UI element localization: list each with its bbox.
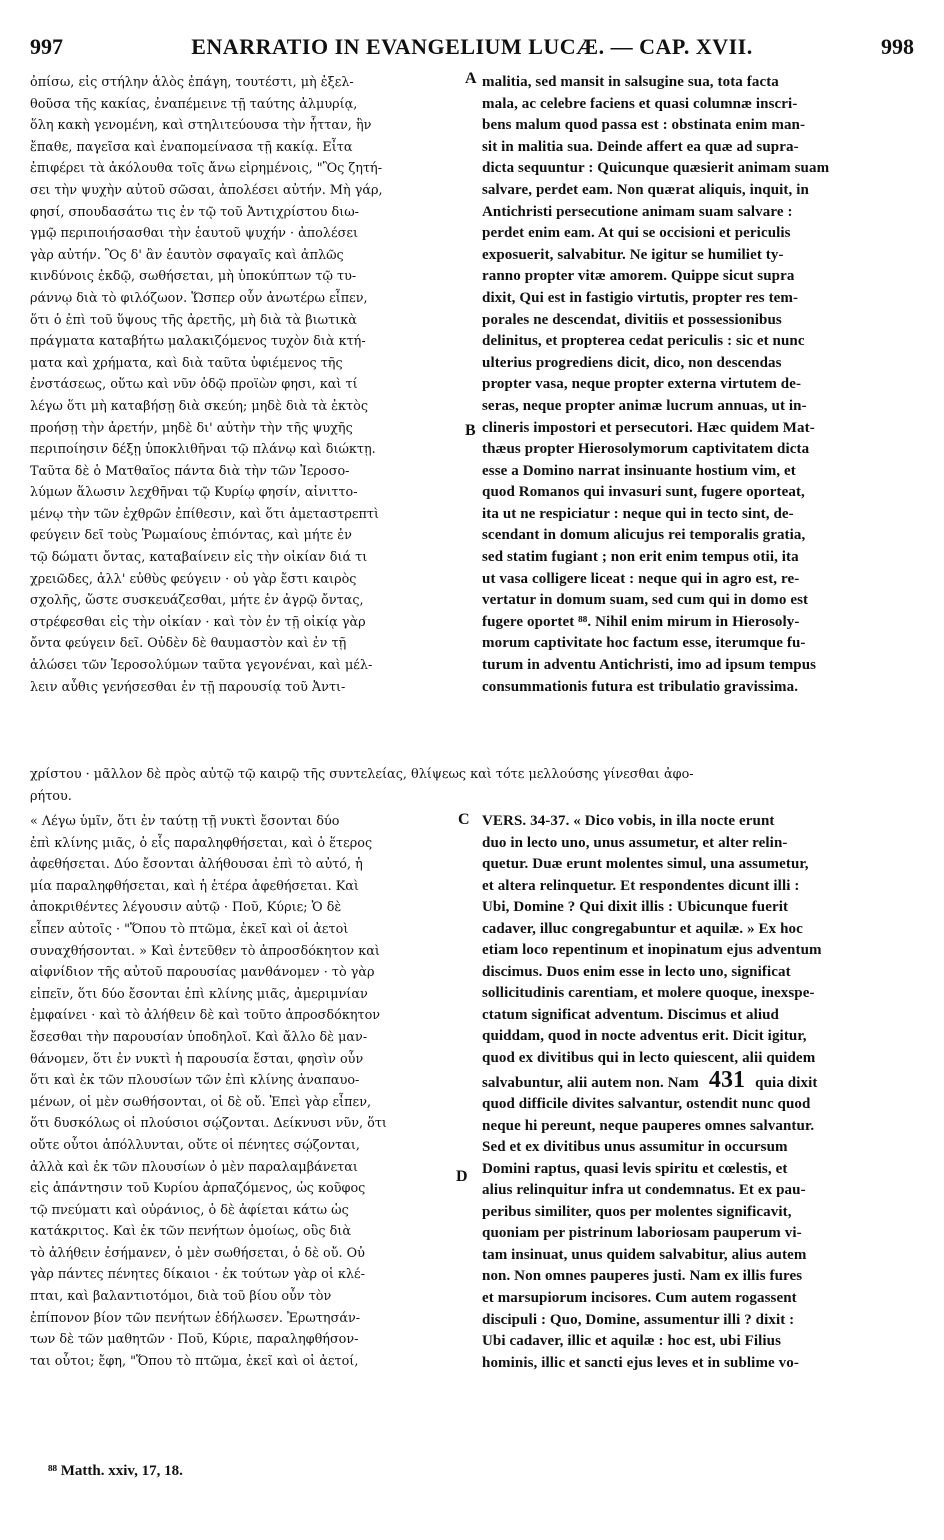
greek-text-line: ἁλώσει τῶν Ἱεροσολύμων ταῦτα γεγονέναι, καὶ μέλ-: [30, 658, 373, 674]
greek-text-line: των δὲ τῶν μαθητῶν · Ποῦ, Κύριε, παραληφθήσον-: [30, 1332, 359, 1348]
greek-text-line: χρίστου · μᾶλλον δὲ πρὸς αὐτῷ τῷ καιρῷ τῆς συντελείας, θλίψεως καὶ τότε μελλούσης γίνεσθαι ἀφο-: [30, 767, 694, 782]
greek-text-line: κατάκριτος. Καὶ ἐκ τῶν πενήτων ὁμοίως, οὓς διὰ: [30, 1224, 351, 1240]
greek-text-line: φεύγειν δεῖ τοὺς Ῥωμαίους ἐπιόντας, καὶ μήτε ἐν: [30, 528, 352, 544]
latin-text-line: [482, 1070, 912, 1095]
latin-text-line: dicta sequuntur : Quicunque quæsierit animam suam: [482, 160, 830, 177]
section-marker-b: B: [465, 422, 476, 439]
latin-text-line: discipuli : Quo, Domine, assumentur illi ? dixit :: [482, 1311, 795, 1328]
greek-text-line: πται, καὶ βαλαντιοτόμοι, διὰ τοῦ βίου οὖν τὸν: [30, 1289, 332, 1305]
latin-text-line: sit in malitia sua. Deinde affert ea quæ ad supra-: [482, 138, 799, 155]
latin-text-line: malitia, sed mansit in salsugine sua, tota facta: [482, 74, 779, 90]
latin-text-line: quoniam per pistrinum laboriosam pauperum vi-: [482, 1225, 802, 1242]
greek-text-line: ὅτι δυσκόλως οἱ πλούσιοι σῴζονται. Δείκνυσι νῦν, ὅτι: [30, 1116, 387, 1132]
greek-text-line: σει τὴν ψυχὴν αὐτοῦ σῶσαι, ἀπολέσει αὐτήν. Μὴ γάρ,: [30, 182, 383, 198]
section-marker-a: A: [465, 70, 477, 87]
greek-text-line: ὄντα φεύγειν δεῖ. Οὐδὲν δὲ θαυμαστὸν καὶ ἐν τῇ: [30, 636, 347, 652]
greek-text-line: οὔτε οὗτοι ἀπόλλυνται, οὔτε οἱ πένητες σῴζονται,: [30, 1137, 360, 1153]
greek-text-line: ἐμφαίνει · καὶ τὸ ἀλήθειν δὲ καὶ τοῦτο ἀπροσδόκητον: [30, 1008, 381, 1024]
greek-text-line: εἶπεν αὐτοῖς · "Ὅπου τὸ πτῶμα, ἐκεῖ καὶ οἱ ἀετοὶ: [30, 921, 349, 937]
latin-text-line: exposuerit, salvabitur. Ne igitur se humiliet ty-: [482, 246, 784, 263]
latin-text-line: fugere oportet ⁸⁸. Nihil enim mirum in Hierosoly-: [482, 613, 800, 630]
greek-text-line: γμῷ περιποιήσασθαι τὴν ἑαυτοῦ ψυχήν · ἀπολέσει: [30, 226, 359, 242]
greek-text-line: εἰπεῖν, ὅτι δύο ἔσονται ἐπὶ κλίνης μιᾶς, ἀμεριμνίαν: [30, 986, 368, 1002]
latin-text-line: quod Romanos qui invasuri sunt, fugere oporteat,: [482, 484, 805, 501]
page-number-left: 997: [30, 34, 63, 59]
running-title: ENARRATIO IN EVANGELIUM LUCÆ. — CAP. XVII.: [191, 34, 753, 59]
greek-text-line: μένῳ τὴν τῶν ἐχθρῶν ἐπίθεσιν, καὶ ὅτι ἀμεταστρεπτὶ: [30, 506, 379, 522]
latin-text-line: non. Non omnes pauperes justi. Nam ex illis fures: [482, 1268, 803, 1285]
greek-text-line: λειν αὖθις γενήσεσθαι ἐν τῇ παρουσίᾳ τοῦ Ἀντι-: [30, 679, 346, 695]
latin-text-line: perdet enim eam. At qui se occisioni et periculis: [482, 225, 791, 242]
section-marker-d: D: [456, 1168, 468, 1185]
greek-text-line: κινδύνοις ἐκδῷ, σωθήσεται, μὴ ὑποκύπτων τῷ τυ-: [30, 269, 357, 285]
greek-text-line: σχολῆς, ὥστε συσκευάζεσθαι, μήτε ἐν ἀγρῷ ὄντας,: [30, 593, 364, 609]
greek-column-bottom: [30, 811, 462, 1372]
latin-text-line: dixit, Qui est in fastigio virtutis, propter res tem-: [482, 289, 799, 306]
greek-text-line: ὀπίσω, εἰς στήλην ἁλὸς ἐπάγη, τουτέστι, μὴ ἐξελ-: [30, 75, 354, 90]
greek-text-line: ὅτι ὁ ἐπὶ τοῦ ὕψους τῆς ἀρετῆς, μὴ διὰ τὰ βιωτικὰ: [30, 312, 357, 328]
page-number-right: 998: [881, 34, 914, 59]
footnote: ⁸⁸ Matth. xxiv, 17, 18.: [48, 1463, 183, 1479]
greek-text-line: τὸ ἀλήθειν ἐσήμανεν, ὁ μὲν σωθήσεται, ὁ δὲ οὔ. Οὐ: [30, 1245, 365, 1261]
latin-text-line: Sed et ex divitibus unus assumitur in occursum: [482, 1139, 788, 1156]
latin-text-line: ranno propter vitæ amorem. Quippe sicut supra: [482, 268, 795, 285]
greek-text-line: γὰρ αὐτήν. Ὃς δ' ἂν ἑαυτὸν σφαγαῖς καὶ ἀπλῶς: [30, 247, 344, 263]
section-marker-c: C: [458, 811, 470, 828]
greek-text-line: ἐπὶ κλίνης μιᾶς, ὁ εἷς παραληφθήσεται, καὶ ὁ ἕτερος: [30, 835, 373, 851]
latin-text-line: etiam loco repentinum et inopinatum ejus adventum: [482, 942, 822, 959]
latin-text-line: thæus propter Hierosolymorum captivitatem dicta: [482, 441, 810, 458]
latin-text-line: Ubi cadaver, illic et aquilæ : hoc est, ubi Filius: [482, 1333, 782, 1350]
greek-text-line: πράγματα καταβήτω μαλακιζόμενος τυχὸν διὰ κτή-: [30, 334, 366, 350]
latin-text-line: neque hi pereunt, neque pauperes omnes salvantur.: [482, 1117, 815, 1134]
greek-text-line: ὅλη κακὴ γενομένη, καὶ στηλιτεύουσα τὴν ἧτταν, ἣν: [30, 118, 372, 134]
greek-text-line: θοῦσα τῆς κακίας, ἐναπέμεινε τῇ ταύτης ἀλμυρίᾳ,: [30, 96, 358, 112]
greek-text-line: ἐπίπονον βίον τῶν πενήτων ἐδήλωσεν. Ἐρωτησάν-: [30, 1310, 361, 1326]
greek-full-width-text: [30, 764, 914, 807]
latin-column-top: [482, 72, 912, 698]
latin-text-line: tam insinuat, unus quidem salvabitur, alius autem: [482, 1246, 807, 1263]
greek-text-line: θάνομεν, ὅτι ἐν νυκτὶ ἡ παρουσία ἔσται, φησὶν οὖν: [30, 1051, 364, 1067]
latin-text-line: VERS. 34-37. « Dico vobis, in illa nocte erunt: [482, 813, 775, 829]
greek-text-line: φησί, σπουδασάτω τις ἐν τῷ τοῦ Ἀντιχρίστου διω-: [30, 204, 359, 220]
latin-text-line: quod ex divitibus qui in lecto quiescent, alii quidem: [482, 1050, 816, 1067]
latin-text-segment: quia dixit: [755, 1074, 818, 1091]
latin-text-line: consummationis futura est tribulatio gravissima.: [482, 678, 799, 695]
greek-text-line: στρέφεσθαι εἰς τὴν οἰκίαν · καὶ τὸν ἐν τῇ οἰκίᾳ γὰρ: [30, 614, 366, 630]
greek-text-line: συναχθήσονται. » Καὶ ἐντεῦθεν τὸ ἀπροσδόκητον καὶ: [30, 943, 380, 959]
latin-text-line: sed statim fugiant ; non erit enim tempus otii, ita: [482, 549, 799, 566]
greek-text-line: ἀφεθήσεται. Δύο ἔσονται ἀλήθουσαι ἐπὶ τὸ αὐτό, ἡ: [30, 857, 363, 873]
greek-text-line: τῷ πνεύματι καὶ οὐράνιος, ὁ δὲ ἀφίεται κάτω ὡς: [30, 1202, 349, 1218]
latin-text-line: ulterius progrediens dicit, dico, non descendas: [482, 354, 782, 371]
latin-text-line: salvare, perdet eam. Non quærat aliquis, inquit, in: [482, 181, 809, 198]
latin-text-line: vertatur in domum suam, sed cum qui in domo est: [482, 592, 809, 609]
greek-text-line: ἔσεσθαι τὴν παρουσίαν ὑποδηλοῖ. Καὶ ἄλλο δὲ μαν-: [30, 1029, 368, 1045]
greek-text-line: ρήτου.: [30, 788, 72, 804]
latin-text-line: porales ne descendat, divitiis et possessionibus: [482, 311, 782, 328]
latin-text-line: scendant in domum alicujus rei temporalis gratia,: [482, 527, 806, 544]
greek-text-line: ἀποκριθέντες λέγουσιν αὐτῷ · Ποῦ, Κύριε; Ὁ δὲ: [30, 900, 342, 916]
latin-text-line: quiddam, quod in nocte adventus erit. Dicit igitur,: [482, 1028, 807, 1045]
latin-text-line: seras, neque propter animæ lucrum annuas, ut in-: [482, 397, 807, 414]
greek-text-line: ται οὗτοι; ἔφη, "Ὅπου τὸ πτῶμα, ἐκεῖ καὶ οἱ ἀετοί,: [30, 1353, 359, 1369]
latin-text-line: ita ut ne respiciatur : neque qui in tecto sint, de-: [482, 505, 794, 522]
greek-text-line: ἐπιφέρει τὰ ἀκόλουθα τοῖς ἄνω εἰρημένοις, "Ὃς ζητή-: [30, 161, 383, 177]
latin-text-line: Domini raptus, quasi levis spiritu et cœlestis, et: [482, 1160, 788, 1177]
latin-text-line: propter vasa, neque propter externa virtutem de-: [482, 376, 802, 393]
greek-text-line: ἔπαθε, παγεῖσα καὶ ἐναπομείνασα τῇ κακίᾳ. Εἶτα: [30, 139, 353, 155]
latin-text-line: et altera relinquetur. Et respondentes dicunt illi :: [482, 877, 800, 894]
latin-text-line: duo in lecto uno, unus assumetur, et alter relin-: [482, 834, 788, 851]
greek-text-line: μία παραληφθήσεται, καὶ ἡ ἑτέρα ἀφεθήσεται. Καὶ: [30, 878, 359, 894]
page-header: [30, 34, 914, 64]
greek-text-line: χρειῶδες, ἀλλ' εὐθὺς φεύγειν · οὐ γὰρ ἔστι καιρὸς: [30, 571, 357, 587]
latin-text-line: Ubi, Domine ? Qui dixit illis : Ubicunque fuerit: [482, 899, 789, 916]
latin-text-line: cadaver, illuc congregabuntur et aquilæ. » Ex hoc: [482, 920, 803, 937]
greek-text-line: αἰφνίδιον τῆς αὐτοῦ παρουσίας μανθάνομεν · τὸ γὰρ: [30, 965, 375, 981]
latin-text-line: esse a Domino narrat insinuante hostium vim, et: [482, 462, 796, 479]
latin-text-line: clineris impostori et persecutori. Hæc quidem Mat-: [482, 419, 815, 436]
latin-text-line: discimus. Duos enim esse in lecto uno, significat: [482, 963, 791, 980]
greek-text-line: ὅτι καὶ ἐκ τῶν πλουσίων τῶν ἐπὶ κλίνης ἀναπαυο-: [30, 1073, 360, 1089]
latin-text-line: morum captivitate hoc factum esse, iterumque fu-: [482, 635, 806, 652]
latin-text-line: alius relinquitur infra ut condemnatus. Et ex pau-: [482, 1182, 806, 1199]
greek-text-line: ἀλλὰ καὶ ἐκ τῶν πλουσίων ὁ μὲν παραλαμβάνεται: [30, 1159, 358, 1175]
latin-text-line: Antichristi persecutione animam suam salvare :: [482, 203, 793, 220]
latin-text-line: sollicitudinis carentiam, et molere quoque, inexspe-: [482, 985, 815, 1002]
greek-text-line: τῷ δώματι ὄντας, καταβαίνειν εἰς τὴν οἰκίαν διά τι: [30, 550, 368, 566]
latin-column-bottom: [482, 811, 912, 1374]
greek-text-line: Ταῦτα δὲ ὁ Ματθαῖος πάντα διὰ τὴν τῶν Ἱεροσο-: [30, 463, 350, 479]
latin-text-segment: salvabuntur, alii autem non. Nam: [482, 1074, 699, 1091]
greek-text-line: ράννῳ διὰ τὸ φιλόζωον. Ὥσπερ οὖν ἀνωτέρω εἶπεν,: [30, 290, 368, 306]
latin-text-line: mala, ac celebre faciens et quasi columnæ inscri-: [482, 95, 798, 112]
greek-text-line: μένων, οἱ μὲν σωθήσονται, οἱ δὲ οὔ. Ἐπεὶ γὰρ εἶπεν,: [30, 1094, 372, 1110]
greek-text-line: προήσῃ τὴν ἀρετήν, μηδὲ δι' αὐτὴν τὴν τῆς ψυχῆς: [30, 420, 353, 436]
latin-text-line: quetur. Duæ erunt molentes simul, una assumetur,: [482, 856, 809, 873]
greek-text-line: ἐνστάσεως, οὕτω καὶ νῦν ὁδῷ προϊὼν φησι, καὶ τί: [30, 377, 358, 393]
greek-text-line: γὰρ πάντες πένητες δίκαιοι · ἐκ τούτων γὰρ οἱ κλέ-: [30, 1267, 365, 1283]
latin-text-line: ctatum significat adventum. Discimus et aliud: [482, 1006, 779, 1023]
latin-text-line: et marsupiorum incisores. Cum autem rogassent: [482, 1290, 797, 1307]
latin-text-line: turum in adventu Antichristi, imo ad ipsum tempus: [482, 657, 817, 674]
greek-text-line: εἰς ἀπάντησιν τοῦ Κυρίου ἁρπαζόμενος, ὡς κοῦφος: [30, 1181, 366, 1197]
latin-text-line: peribus similiter, quos per molentes significavit,: [482, 1203, 792, 1220]
greek-text-line: ματα καὶ χρήματα, καὶ διὰ ταῦτα ὑφιέμενος τῆς: [30, 355, 343, 371]
latin-text-line: delinitus, et propterea cedat periculis : sic et nunc: [482, 333, 805, 350]
latin-text-line: ut vasa colligere liceat : neque qui in agro est, re-: [482, 570, 800, 587]
greek-text-line: « Λέγω ὑμῖν, ὅτι ἐν ταύτῃ τῇ νυκτὶ ἔσονται δύο: [30, 814, 340, 829]
latin-text-line: quod difficile divites salvantur, ostendit nunc quod: [482, 1096, 811, 1113]
latin-text-line: bens malum quod passa est : obstinata enim man-: [482, 117, 806, 134]
greek-text-line: λέγω ὅτι μὴ καταβήσῃ διὰ σκεύη; μηδὲ διὰ τὰ ἐκτὸς: [30, 398, 368, 414]
column-number: 431: [708, 1069, 746, 1093]
latin-text-line: hominis, illic et sancti ejus leves et in sublime vo-: [482, 1354, 799, 1371]
greek-column-top: [30, 72, 462, 698]
greek-text-line: λύμων ἅλωσιν λεχθῆναι τῷ Κυρίῳ φησίν, αἰνιττο-: [30, 485, 358, 501]
greek-text-line: περιποίησιν δέξῃ ὑποκλιθῆναι τῷ πλάνῳ καὶ διώκτῃ.: [30, 442, 376, 458]
